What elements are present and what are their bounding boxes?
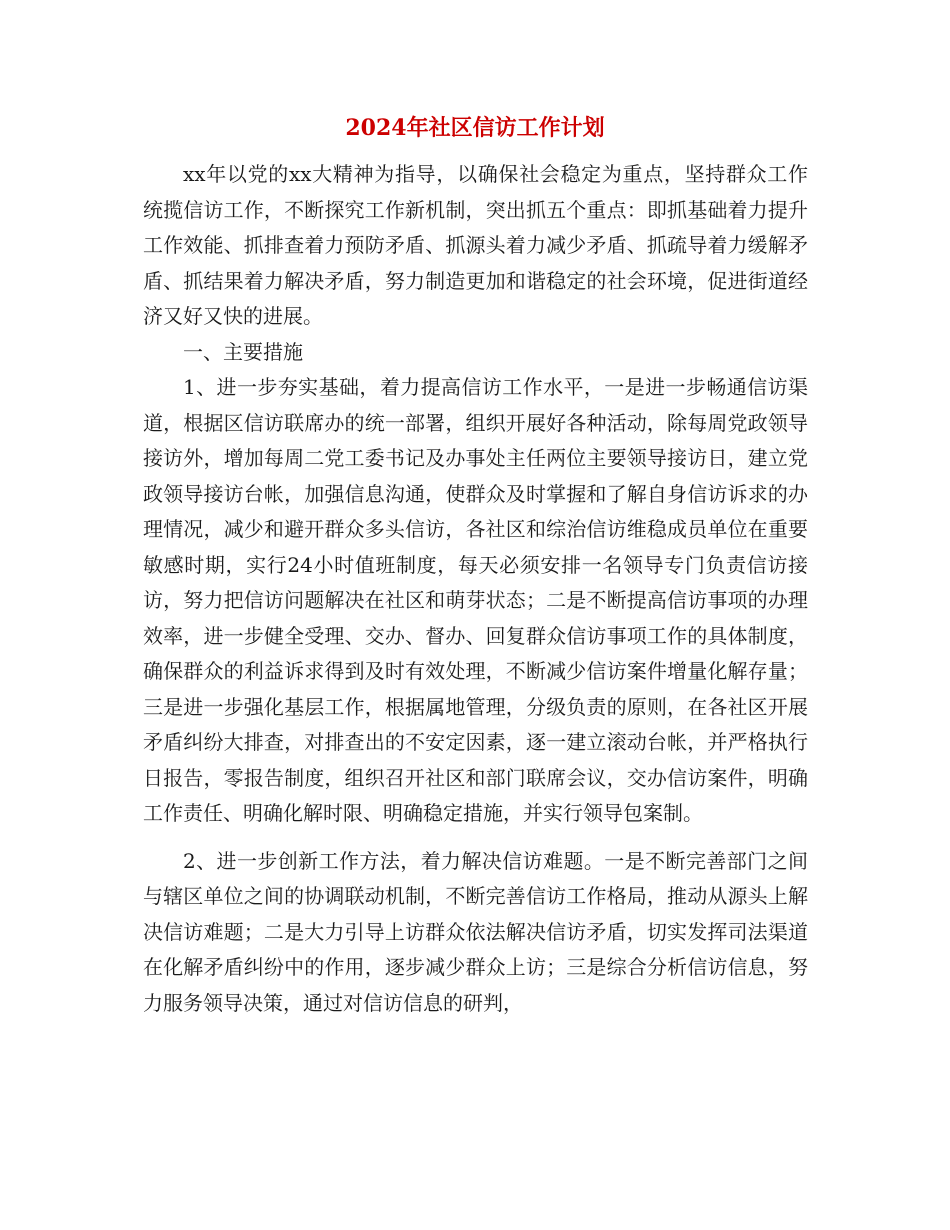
document-body xyxy=(143,157,808,1021)
measure-paragraph-1: 1、进一步夯实基础，着力提高信访工作水平，一是进一步畅通信访渠道，根据区信访联席办的统一部署，组织开展好各种活动，除每周党政领导接访外，增加每周二党工委书记及办事处主任两位主要领导接访日，建立党政领导接访台帐，加强信息沟通，使群众及时掌握和了解自身信访诉求的办理情况，减少和避开群众多头信访，各社区和综治信访维稳成员单位在重要敏感时期，实行24小时值班制度，每天必须安排一名领导专门负责信访接访，努力把信访问题解决在社区和萌芽状态；二是不断提高信访事项的办理效率，进一步健全受理、交办、督办、回复群众信访事项工作的具体制度，确保群众的利益诉求得到及时有效处理，不断减少信访案件增量化解存量；三是进一步强化基层工作，根据属地管理，分级负责的原则，在各社区开展矛盾纠纷大排查，对排查出的不安定因素，逐一建立滚动台帐，并严格执行日报告，零报告制度，组织召开社区和部门联席会议，交办信访案件，明确工作责任、明确化解时限、明确稳定措施，并实行领导包案制。 xyxy=(143,375,808,825)
document-title: 2024年社区信访工作计划 xyxy=(345,115,605,141)
measure-paragraph-2: 2、进一步创新工作方法，着力解决信访难题。一是不断完善部门之间与辖区单位之间的协调联动机制，不断完善信访工作格局，推动从源头上解决信访难题；二是大力引导上访群众依法解决信访矛盾，切实发挥司法渠道在化解矛盾纠纷中的作用，逐步减少群众上访；三是综合分析信访信息，努力服务领导决策，通过对信访信息的研判， xyxy=(143,848,808,1015)
intro-paragraph: xx年以党的xx大精神为指导，以确保社会稳定为重点，坚持群众工作统揽信访工作，不断探究工作新机制，突出抓五个重点：即抓基础着力提升工作效能、抓排查着力预防矛盾、抓源头着力减少矛盾、抓疏导着力缓解矛盾、抓结果着力解决矛盾，努力制造更加和谐稳定的社会环境，促进街道经济又好又快的进展。 xyxy=(143,162,808,328)
section-heading-main-measures: 一、主要措施 xyxy=(183,339,303,364)
